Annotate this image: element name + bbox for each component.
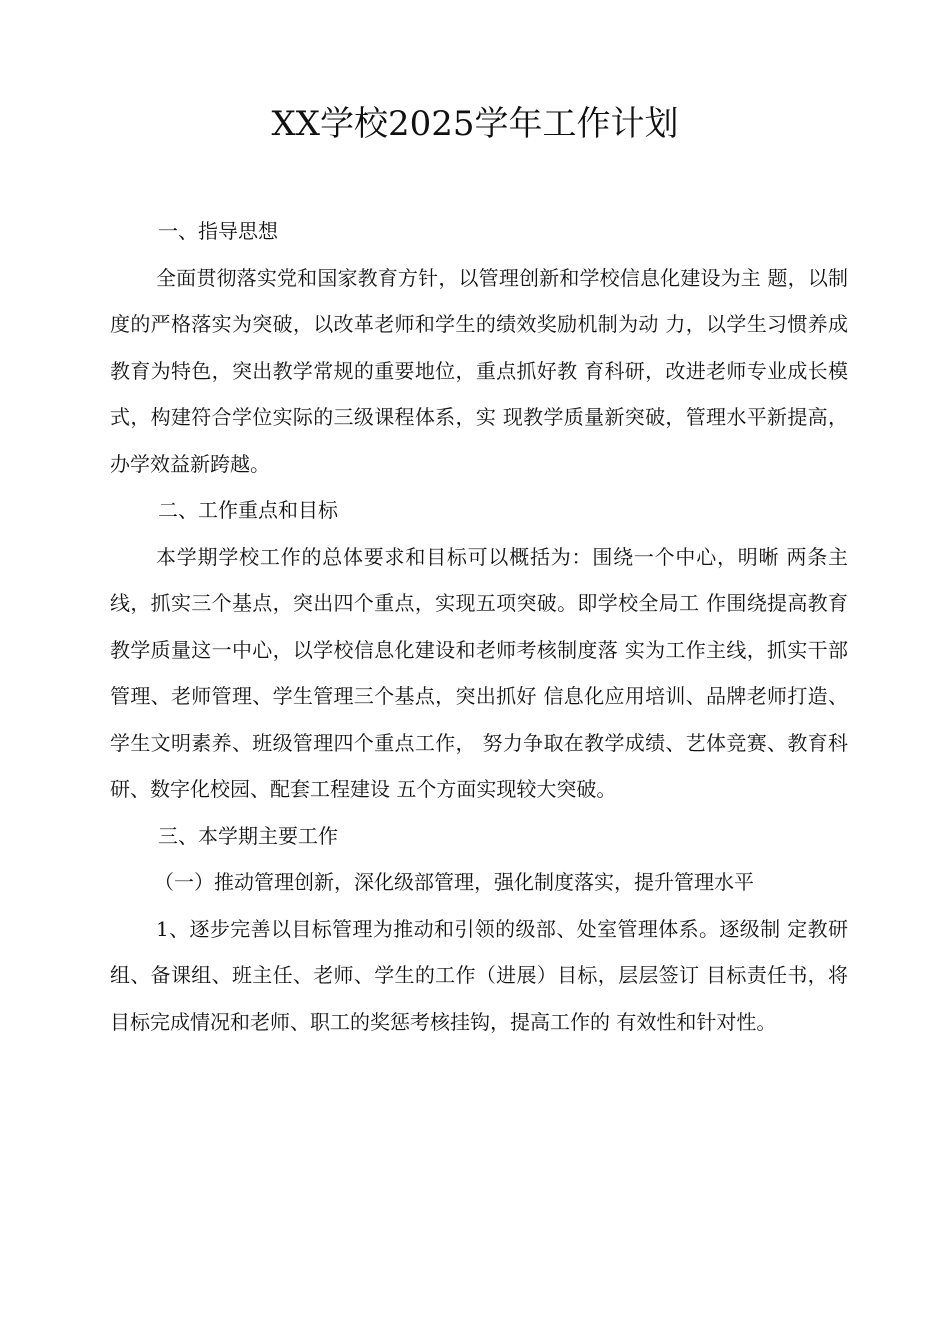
document-body (110, 208, 848, 1045)
paragraph-guiding-ideology: 全面贯彻落实党和国家教育方针，以管理创新和学校信息化建设为主 题，以制度的严格落实为突破，以改革老师和学生的绩效奖励机制为动 力，以学生习惯养成教育为特色，突出教学常规的重要地位，重点抓好教 育科研，改进老师专业成长模式，构建符合学位实际的三级课程体系，实 现教学质量新突破，管理水平新提高，办学效益新跨越。 (110, 265, 848, 476)
section-heading-key-goals: 二、工作重点和目标 (158, 498, 338, 522)
paragraph-key-goals: 本学期学校工作的总体要求和目标可以概括为：围绕一个中心，明晰 两条主线，抓实三个基点，突出四个重点，实现五项突破。即学校全局工 作围绕提高教育教学质量这一中心，以学校信息化建设和老师考核制度落 实为工作主线，抓实干部管理、老师管理、学生管理三个基点，突出抓好 信息化应用培训、品牌老师打造、学生文明素养、班级管理四个重点工作， 努力争取在教学成绩、艺体竞赛、教育科研、数字化校园、配套工程建设 五个方面实现较大突破。 (110, 544, 848, 801)
section-heading-main-work: 三、本学期主要工作 (158, 823, 338, 848)
document-title: XX学校2025学年工作计划 (271, 104, 679, 144)
paragraph-management-item-1: 1、逐步完善以目标管理为推动和引领的级部、处室管理体系。逐级制 定教研组、备课组、班主任、老师、学生的工作（进展）目标，层层签订 目标责任书，将目标完成情况和老师、职工的奖惩考核挂钩，提高工作的 有效性和针对性。 (110, 916, 848, 1034)
subsection-heading-management: （一）推动管理创新，深化级部管理，强化制度落实，提升管理水平 (154, 870, 754, 894)
section-heading-guiding-ideology: 一、指导思想 (158, 219, 278, 243)
